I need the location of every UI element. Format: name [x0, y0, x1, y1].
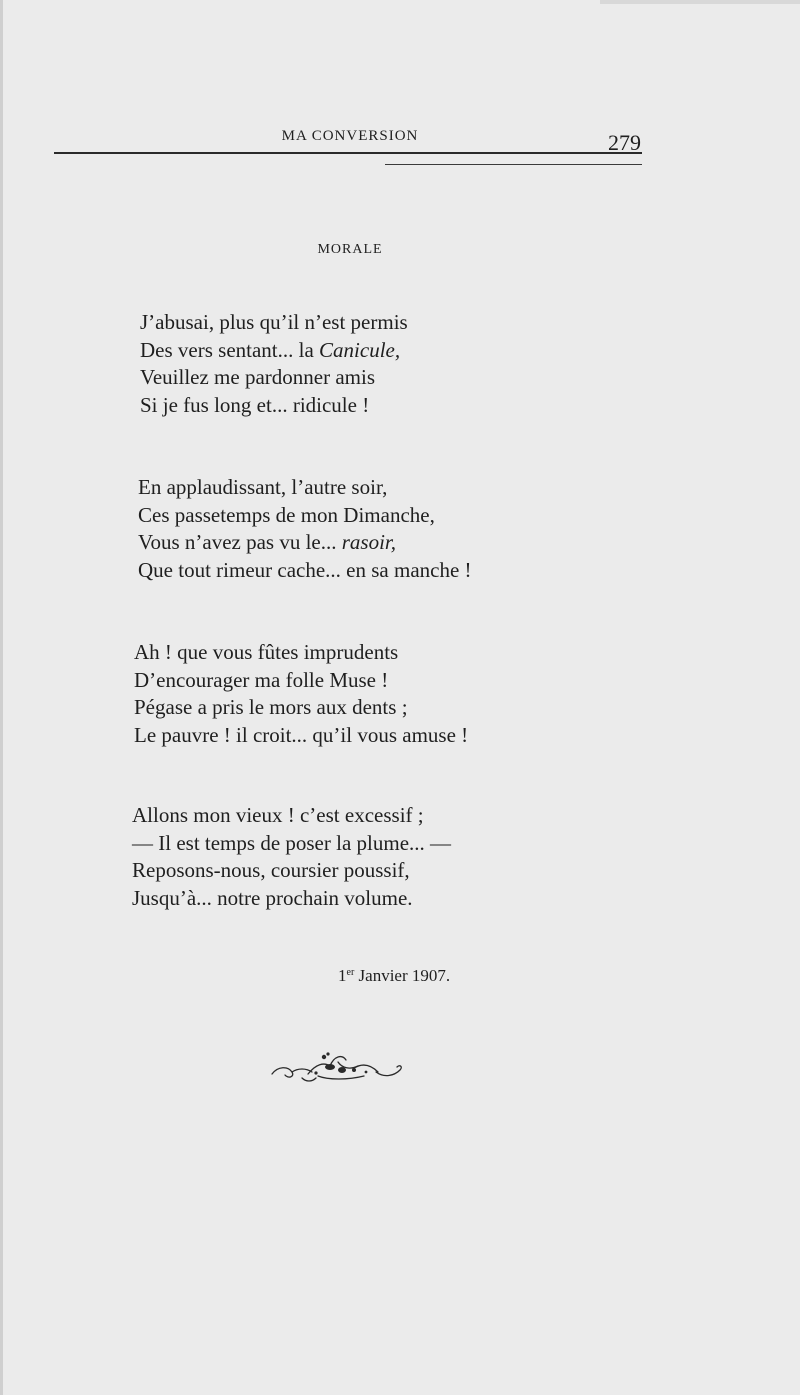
- verse-line: Vous n’avez pas vu le... rasoir,: [138, 530, 397, 554]
- poem-date: 1er Janvier 1907.: [338, 966, 451, 985]
- verse-line: Veuillez me pardonner amis: [140, 365, 375, 389]
- floral-vignette-icon: [268, 1048, 408, 1088]
- verse-line: Jusqu’à... notre prochain volume.: [132, 885, 413, 910]
- italic-word: rasoir,: [341, 530, 397, 554]
- verse-line: Le pauvre ! il croit... qu’il vous amuse !: [134, 722, 469, 747]
- verse-line: Pégase a pris le mors aux dents ;: [134, 695, 408, 719]
- verse-line: — Il est temps de poser la plume... —: [132, 830, 452, 855]
- stanza-3: [134, 639, 468, 749]
- verse-line: Si je fus long et... ridicule !: [140, 392, 370, 417]
- verse-line: D’encourager ma folle Muse !: [134, 667, 389, 692]
- page-top-edge: [600, 0, 800, 4]
- verse-line: En applaudissant, l’autre soir,: [138, 475, 388, 499]
- running-head: MA CONVERSION: [281, 128, 419, 144]
- page-number: 279: [608, 130, 641, 155]
- verse-line: Allons mon vieux ! c’est excessif ;: [132, 803, 424, 827]
- stanza-4: [132, 802, 451, 912]
- verse-line: Reposons-nous, coursier poussif,: [132, 858, 410, 882]
- header-rule: [54, 152, 642, 154]
- verse-line: Ah ! que vous fûtes imprudents: [134, 640, 399, 664]
- poem-title: MORALE: [317, 242, 383, 257]
- italic-word: Canicule,: [319, 337, 401, 362]
- verse-line: J’abusai, plus qu’il n’est permis: [140, 310, 408, 334]
- stanza-1: [140, 309, 408, 419]
- verse-line: Des vers sentant... la Canicule,: [140, 337, 401, 362]
- header-rule-thin: [385, 164, 642, 165]
- verse-line: Que tout rimeur cache... en sa manche !: [138, 557, 472, 582]
- stanza-2: [138, 474, 472, 584]
- page-left-edge: [0, 0, 3, 1395]
- verse-line: Ces passetemps de mon Dimanche,: [138, 502, 435, 527]
